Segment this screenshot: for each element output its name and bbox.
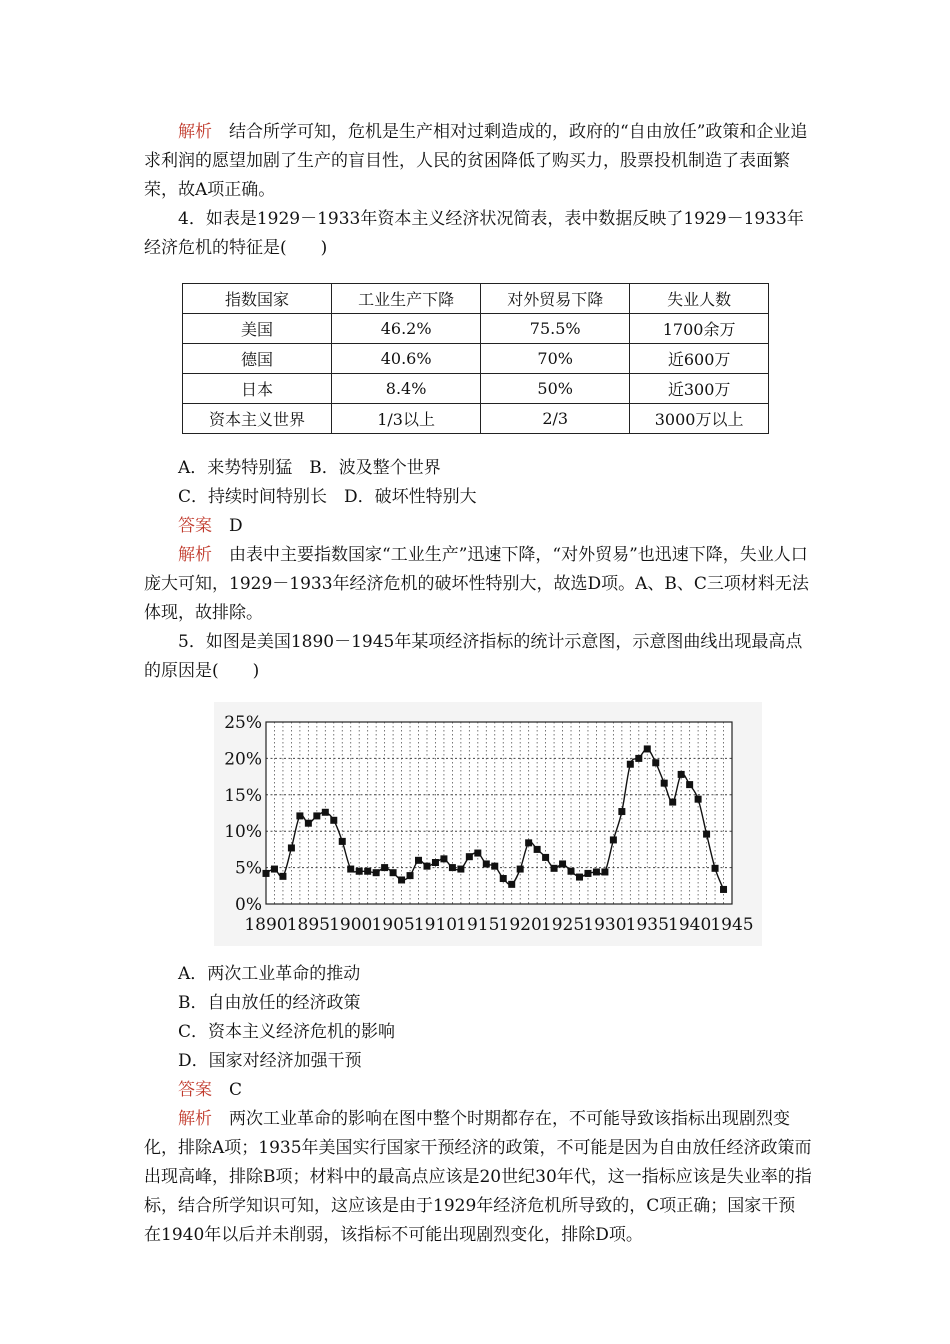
q5-analysis [144,1105,812,1250]
data-point [288,844,295,851]
data-point [364,868,371,875]
table-cell: 3000万以上 [630,404,769,434]
page-content [144,118,812,1250]
analysis-text: 结合所学可知，危机是生产相对过剩造成的，政府的“自由放任”政策和企业追求利润的愿望加剧了生产的盲目性，人民的贫困降低了购买力，股票投机制造了表面繁荣，故A项正确。 [144,122,808,200]
data-point [398,876,405,883]
table-cell: 近600万 [630,344,769,374]
table-cell: 40.6% [332,344,481,374]
analysis-label: 解析 [178,1109,212,1129]
data-point [576,874,583,881]
data-point [678,771,685,778]
data-point [661,780,668,787]
q4-stem: 4．如表是1929－1933年资本主义经济状况简表，表中数据反映了1929－1933年经济危机的特征是( ) [144,209,804,258]
data-point [551,865,558,872]
table-cell: 50% [481,374,630,404]
table-cell: 美国 [183,314,332,344]
data-point [627,761,634,768]
table-header-cell: 指数国家 [183,284,332,314]
table-cell: 1700余万 [630,314,769,344]
data-point [652,759,659,766]
data-point [534,846,541,853]
x-tick-label: 1925 [540,915,585,935]
q4-analysis [144,541,812,628]
q5-stem: 5．如图是美国1890－1945年某项经济指标的统计示意图，示意图曲线出现最高点的原因是( ) [144,632,803,681]
data-point [373,869,380,876]
data-point [483,860,490,867]
analysis-text: 两次工业革命的影响在图中整个时期都存在，不可能导致该指标出现剧烈变化，排除A项；1935年美国实行国家干预经济的政策，不可能是因为自由放任经济政策而出现高峰，排除B项；材料中的最高点应该是20世纪30年代，这一指标应该是失业率的指标，结合所学知识可知，这应该是由于1929年经济危机所导致的，C项正确；国家干预在1940年以后并未削弱，该指标不可能出现剧烈变化，排除D项。 [144,1109,812,1245]
data-point [559,860,566,867]
data-point [271,866,278,873]
data-point [474,850,481,857]
data-point [686,781,693,788]
y-tick-label: 20% [224,749,262,770]
data-point [440,855,447,862]
answer-label: 答案 [178,516,212,536]
data-point [339,838,346,845]
data-point [568,868,575,875]
x-tick-label: 1905 [371,915,415,935]
data-point [669,799,676,806]
data-point [517,866,524,873]
unemployment-chart [214,702,762,946]
q5-option-d: D．国家对经济加强干预 [178,1051,362,1071]
data-point [644,745,651,752]
q5-option-a: A．两次工业革命的推动 [178,964,361,984]
data-point [305,820,312,827]
y-tick-label: 10% [224,822,262,843]
data-point [525,839,532,846]
analysis-text: 由表中主要指数国家“工业生产”迅速下降，“对外贸易”也迅速下降，失业人口庞大可知，1929－1933年经济危机的破坏性特别大，故选D项。A、B、C三项材料无法体现，故排除。 [144,545,809,623]
data-point [279,873,286,880]
x-tick-label: 1935 [625,915,669,935]
table-cell: 近300万 [630,374,769,404]
data-point [720,886,727,893]
data-point [500,875,507,882]
q4-options-line-1: A．来势特别猛 B．波及整个世界 [178,458,441,478]
data-point [584,870,591,877]
data-point [712,865,719,872]
x-tick-label: 1890 [244,915,288,935]
table-cell: 70% [481,344,630,374]
data-point [457,866,464,873]
table-cell: 75.5% [481,314,630,344]
table-row [183,344,769,374]
y-tick-label: 0% [235,895,262,915]
data-point [313,812,320,819]
x-tick-label: 1920 [498,915,542,935]
data-point [635,755,642,762]
data-point [390,869,397,876]
data-point [449,864,456,871]
data-point [381,864,388,871]
q4-answer [144,512,812,541]
analysis-label: 解析 [178,122,212,142]
table-cell: 1/3以上 [332,404,481,434]
table-row [183,374,769,404]
x-tick-label: 1900 [329,915,373,935]
data-point [610,836,617,843]
x-tick-label: 1940 [668,915,712,935]
data-point [356,868,363,875]
table-cell: 8.4% [332,374,481,404]
q3-analysis [144,118,812,205]
x-tick-label: 1895 [286,915,330,935]
data-point [322,809,329,816]
data-point [347,866,354,873]
answer-label: 答案 [178,1080,212,1100]
y-tick-label: 15% [224,785,262,806]
table-row [183,314,769,344]
table-header-row [183,284,769,314]
table-cell: 日本 [183,374,332,404]
data-point [508,881,515,888]
data-point [618,808,625,815]
data-point [695,796,702,803]
x-tick-label: 1930 [583,915,627,935]
analysis-label: 解析 [178,545,212,565]
chart-svg [214,702,762,946]
x-tick-label: 1910 [413,915,458,935]
data-point [330,817,337,824]
data-point [296,812,303,819]
data-point [423,863,430,870]
x-tick-label: 1945 [710,915,754,935]
y-tick-label: 25% [224,713,262,733]
table-cell: 资本主义世界 [183,404,332,434]
table-header-cell: 对外贸易下降 [481,284,630,314]
data-point [407,872,414,879]
data-point [601,868,608,875]
data-point [466,853,473,860]
answer-value: C [229,1080,243,1100]
q4-options-line-2: C．持续时间特别长 D．破坏性特别大 [178,487,477,507]
q5-option-c: C．资本主义经济危机的影响 [178,1022,396,1042]
q4-table [182,283,769,434]
table-cell: 46.2% [332,314,481,344]
q5-answer [144,1076,812,1105]
data-point [593,868,600,875]
table-cell: 2/3 [481,404,630,434]
plot-area [266,722,732,904]
q5-option-b: B．自由放任的经济政策 [178,993,361,1013]
table-cell: 德国 [183,344,332,374]
data-point [263,870,270,877]
data-point [432,859,439,866]
data-point [491,863,498,870]
data-point [415,857,422,864]
data-point [542,854,549,861]
y-tick-label: 5% [235,858,262,879]
x-tick-label: 1915 [456,915,500,935]
data-point [703,831,710,838]
table-row [183,404,769,434]
table-header-cell: 失业人数 [630,284,769,314]
answer-value: D [229,516,243,536]
table-header-cell: 工业生产下降 [332,284,481,314]
